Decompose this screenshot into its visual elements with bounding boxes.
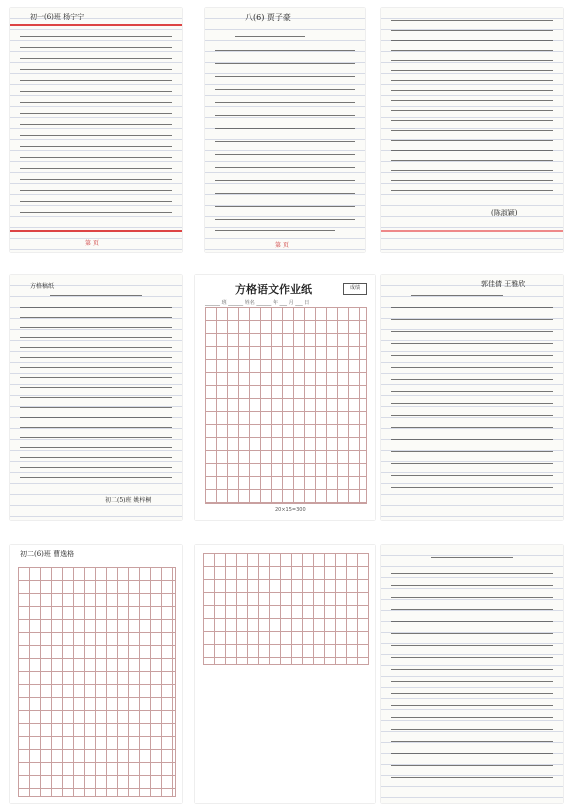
signature: 初二(5)班 姚梓桐 [105,497,152,504]
writing-grid [18,567,176,797]
sheet-title: 方格语文作业纸 [235,283,312,296]
essay-sheet-3 [381,8,563,252]
sheet-header: 方格稿纸 [30,283,55,290]
sheet-header: 初一(6)班 杨宁宁 [30,13,85,21]
essay-sheet-6 [381,275,563,520]
grid-essay-sheet [195,275,375,520]
grid-size-note: 20×15=300 [275,507,306,513]
essay-sheet-1 [10,8,182,252]
signature: (陈淑颖) [491,209,518,217]
writing-grid [203,553,369,665]
grid-essay-sheet-8 [195,545,375,803]
page-number: 第 页 [275,242,289,249]
grid-essay-sheet-7 [10,545,182,803]
writing-grid [205,307,367,504]
score-box [343,283,367,295]
page-number: 第 页 [85,240,99,247]
footer-rule [10,230,182,232]
header-rule [10,24,182,26]
essay-sheet-9 [381,545,563,803]
sheet-header: 郭佳倩 王雅欣 [481,280,526,288]
sheet-header: 初二(6)班 曹逸格 [20,550,75,558]
essay-sheet-4 [10,275,182,520]
essay-sheet-2 [205,8,365,252]
score-label: 成绩 [349,285,360,291]
student-info-line: ______ 班 ______ 姓名 ______ 年 ___ 月 ___ 日 [205,300,310,306]
sheet-header: 八(6) 贾子豪 [245,13,291,22]
